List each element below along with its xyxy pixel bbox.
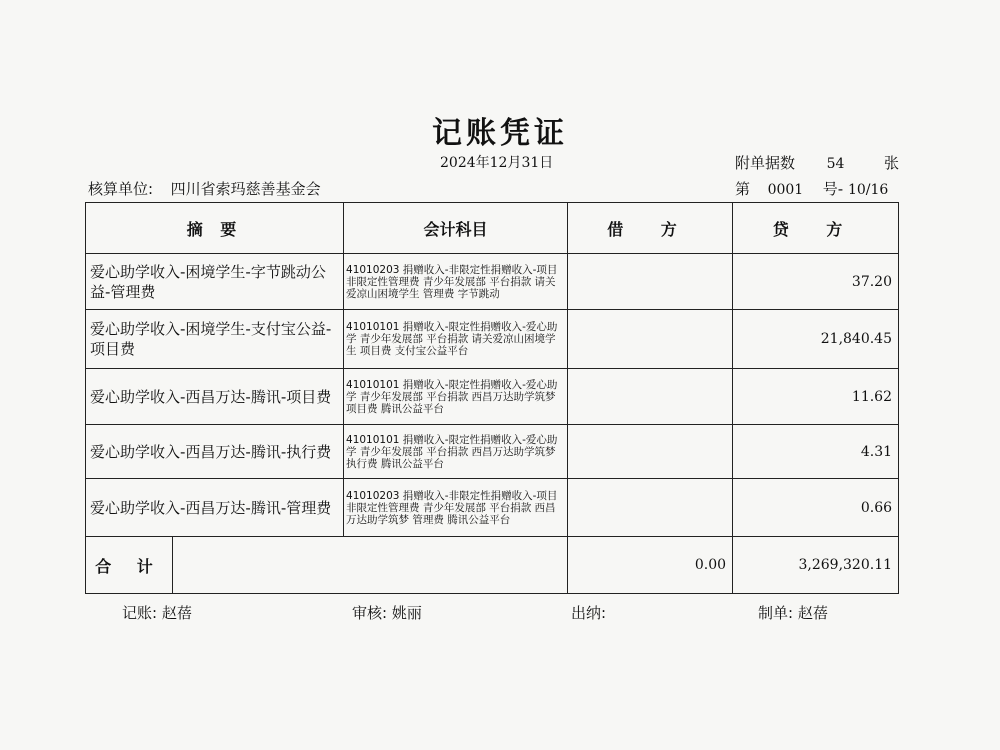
voucher-number-info: [735, 178, 888, 199]
row-account: 41010101 捐赠收入-限定性捐赠收入-爱心助学 青少年发展部 平台捐款 请关爱凉山困境学生 项目费 支付宝公益平台: [344, 310, 568, 369]
row-debit: [568, 369, 733, 425]
row-account: 41010203 捐赠收入-非限定性捐赠收入-项目非限定性管理费 青少年发展部 平台捐款 请关爱凉山困境学生 管理费 字节跳动: [344, 254, 568, 310]
row-summary: 爱心助学收入-困境学生-支付宝公益-项目费: [86, 310, 344, 369]
total-row: [86, 537, 899, 594]
total-label: 合 计: [86, 537, 173, 594]
header-summary: 摘 要: [86, 203, 344, 254]
reviewer: 审核: 姚丽: [352, 604, 422, 622]
row-credit: 0.66: [733, 479, 899, 537]
row-debit: [568, 479, 733, 537]
table-row: [86, 254, 899, 310]
voucher-table: [85, 202, 899, 594]
table-row: [86, 310, 899, 369]
voucher-page: 10/16: [847, 182, 889, 198]
attachment-count: 54: [826, 156, 845, 172]
row-summary: 爱心助学收入-困境学生-字节跳动公益-管理费: [86, 254, 344, 310]
table-row: [86, 425, 899, 479]
row-debit: [568, 310, 733, 369]
total-credit: 3,269,320.11: [733, 537, 899, 594]
table-row: [86, 369, 899, 425]
unit-name: 四川省索玛慈善基金会: [170, 180, 321, 198]
header-account: 会计科目: [344, 203, 568, 254]
row-summary: 爱心助学收入-西昌万达-腾讯-管理费: [86, 479, 344, 537]
total-debit: 0.00: [568, 537, 733, 594]
header-debit: 借 方: [568, 203, 733, 254]
row-credit: 21,840.45: [733, 310, 899, 369]
bookkeeper: 记账: 赵蓓: [122, 604, 192, 622]
preparer: 制单: 赵蓓: [758, 604, 828, 622]
unit-label: 核算单位:: [88, 180, 154, 198]
table-header-row: [86, 203, 899, 254]
header-credit: 贷 方: [733, 203, 899, 254]
row-credit: 37.20: [733, 254, 899, 310]
row-summary: 爱心助学收入-西昌万达-腾讯-执行费: [86, 425, 344, 479]
row-account: 41010101 捐赠收入-限定性捐赠收入-爱心助学 青少年发展部 平台捐款 西昌万达助学筑梦 项目费 腾讯公益平台: [344, 369, 568, 425]
accounting-unit: [88, 178, 321, 199]
row-summary: 爱心助学收入-西昌万达-腾讯-项目费: [86, 369, 344, 425]
cashier: 出纳:: [571, 604, 607, 622]
row-account: 41010203 捐赠收入-非限定性捐赠收入-项目非限定性管理费 青少年发展部 平台捐款 西昌万达助学筑梦 管理费 腾讯公益平台: [344, 479, 568, 537]
voucher-prefix: 第: [735, 180, 751, 198]
attachment-info: [735, 152, 899, 173]
row-credit: 4.31: [733, 425, 899, 479]
row-credit: 11.62: [733, 369, 899, 425]
attachment-unit: 张: [883, 154, 899, 172]
voucher-suffix: 号-: [822, 180, 844, 198]
row-debit: [568, 254, 733, 310]
voucher-number: 0001: [767, 182, 804, 198]
page-title: 记账凭证: [432, 116, 568, 151]
table-row: [86, 479, 899, 537]
row-account: 41010101 捐赠收入-限定性捐赠收入-爱心助学 青少年发展部 平台捐款 西昌万达助学筑梦 执行费 腾讯公益平台: [344, 425, 568, 479]
attachment-label: 附单据数: [735, 154, 796, 172]
row-debit: [568, 425, 733, 479]
voucher-date: 2024年12月31日: [440, 155, 554, 171]
total-blank: [173, 537, 568, 594]
